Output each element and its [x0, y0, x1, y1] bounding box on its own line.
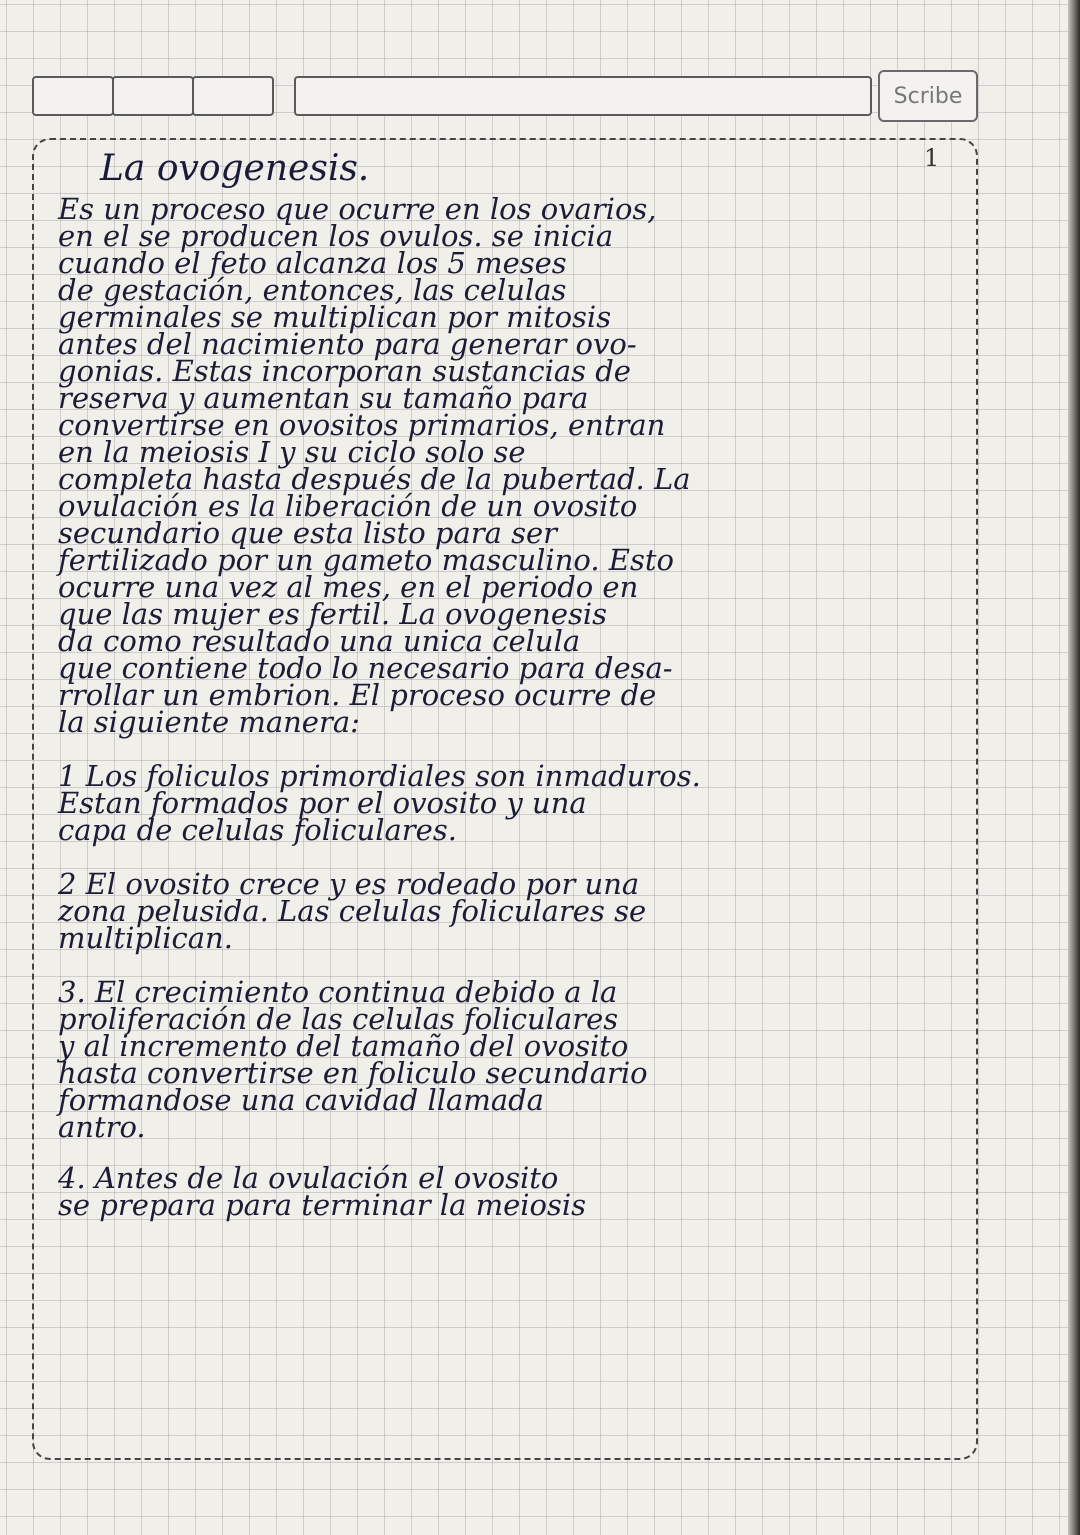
- text-line: fertilizado por un gameto masculino. Esto: [58, 543, 674, 577]
- text-line: da como resultado una unica celula: [58, 624, 581, 658]
- text-line: 3. El crecimiento continua debido a la: [58, 975, 618, 1009]
- text-line: gonias. Estas incorporan sustancias de: [58, 354, 631, 388]
- text-line: germinales se multiplican por mitosis: [58, 300, 612, 334]
- paragraph-intro: [58, 192, 970, 739]
- text-line: multiplican.: [58, 921, 233, 955]
- text-line: 2 El ovosito crece y es rodeado por una: [58, 867, 640, 901]
- paragraph-step-1: [58, 759, 970, 847]
- text-line: Estan formados por el ovosito y una: [58, 786, 587, 820]
- text-line: reserva y aumentan su tamaño para: [58, 381, 589, 415]
- header-box-3: [192, 76, 274, 116]
- paragraph-step-3: [58, 975, 970, 1144]
- text-line: Es un proceso que ocurre en los ovarios,: [58, 192, 657, 226]
- text-line: que contiene todo lo necesario para desa-: [58, 651, 673, 685]
- text-line: ocurre una vez al mes, en el periodo en: [58, 570, 639, 604]
- text-line: en el se producen los ovulos. se inicia: [58, 219, 614, 253]
- text-line: antes del nacimiento para generar ovo-: [58, 327, 637, 361]
- page-title: La ovogenesis.: [100, 148, 370, 189]
- text-line: en la meiosis I y su ciclo solo se: [58, 435, 526, 469]
- text-line: la siguiente manera:: [58, 705, 360, 739]
- text-line: rrollar un embrion. El proceso ocurre de: [58, 678, 657, 712]
- text-line: convertirse en ovositos primarios, entran: [58, 408, 666, 442]
- text-line: que las mujer es fertil. La ovogenesis: [58, 597, 608, 631]
- text-line: ovulación es la liberación de un ovosito: [58, 489, 638, 523]
- paragraph-step-2: [58, 867, 970, 955]
- text-line: formandose una cavidad llamada: [58, 1083, 544, 1117]
- page-edge-shadow: [1068, 0, 1080, 1535]
- text-line: completa hasta después de la pubertad. La: [58, 462, 691, 496]
- header-box-2: [112, 76, 194, 116]
- text-line: hasta convertirse en foliculo secundario: [58, 1056, 648, 1090]
- page-number: 1: [924, 144, 940, 172]
- text-line: proliferación de las celulas foliculares: [58, 1002, 619, 1036]
- text-line: antro.: [58, 1110, 146, 1144]
- text-line: cuando el feto alcanza los 5 meses: [58, 246, 567, 280]
- text-line: y al incremento del tamaño del ovosito: [58, 1029, 629, 1063]
- text-line: de gestación, entonces, las celulas: [58, 273, 567, 307]
- text-line: capa de celulas foliculares.: [58, 813, 457, 847]
- header-title-box: [294, 76, 872, 116]
- text-line: secundario que esta listo para ser: [58, 516, 558, 550]
- paragraph-step-4: [58, 1161, 970, 1222]
- text-line: se prepara para terminar la meiosis: [58, 1188, 587, 1222]
- header-box-1: [32, 76, 114, 116]
- handwritten-text: [58, 192, 970, 1222]
- text-line: 4. Antes de la ovulación el ovosito: [58, 1161, 559, 1195]
- text-line: zona pelusida. Las celulas foliculares se: [58, 894, 647, 928]
- text-line: 1 Los foliculos primordiales son inmaduros.: [58, 759, 701, 793]
- brand-logo: Scribe: [878, 70, 978, 122]
